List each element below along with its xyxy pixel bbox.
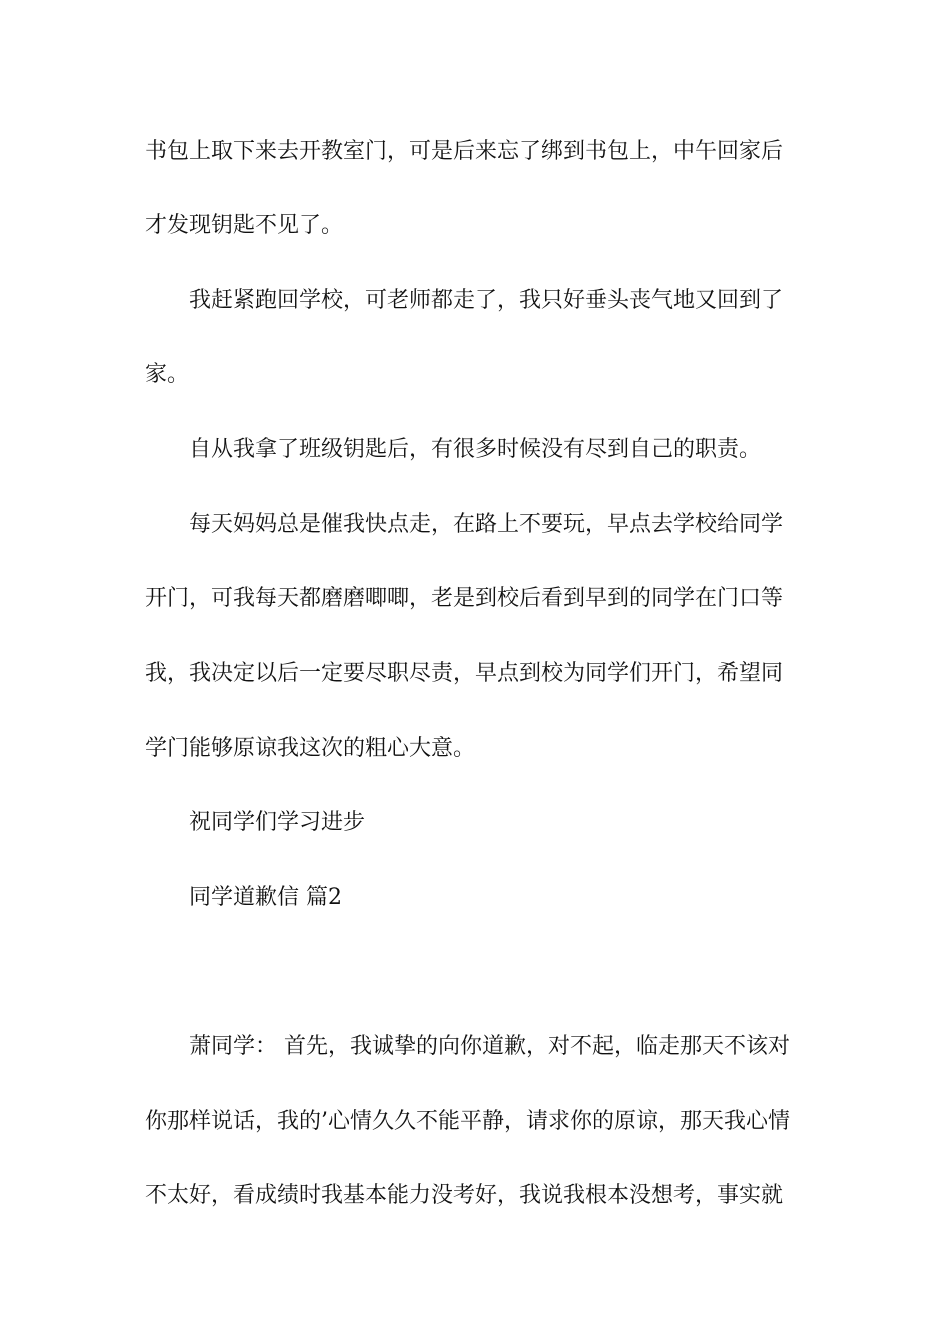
paragraph-line: 才发现钥匙不见了。 [145,213,344,238]
paragraph-line: 我赶紧跑回学校，可老师都走了，我只好垂头丧气地又回到了 [189,288,784,313]
paragraph-line: 开门，可我每天都磨磨唧唧，老是到校后看到早到的同学在门口等 [145,586,784,611]
paragraph-line: 不太好，看成绩时我基本能力没考好，我说我根本没想考，事实就 [145,1183,784,1208]
salutation-line: 萧同学： 首先，我诚挚的向你道歉，对不起，临走那天不该对 [189,1034,790,1059]
paragraph-line: 学门能够原谅我这次的粗心大意。 [145,736,476,761]
paragraph-line: 家。 [145,362,190,387]
paragraph-line: 你那样说话，我的’心情久久不能平静，请求你的原谅，那天我心情 [145,1109,790,1134]
paragraph-line: 我，我决定以后一定要尽职尽责，早点到校为同学们开门，希望同 [145,661,784,686]
paragraph-line: 每天妈妈总是催我快点走，在路上不要玩，早点去学校给同学 [189,512,784,537]
closing-wish: 祝同学们学习进步 [189,810,366,835]
paragraph-line: 书包上取下来去开教室门，可是后来忘了绑到书包上，中午回家后 [145,139,784,164]
section-heading: 同学道歉信 篇2 [189,885,342,910]
paragraph-line: 自从我拿了班级钥匙后，有很多时候没有尽到自己的职责。 [189,437,762,462]
